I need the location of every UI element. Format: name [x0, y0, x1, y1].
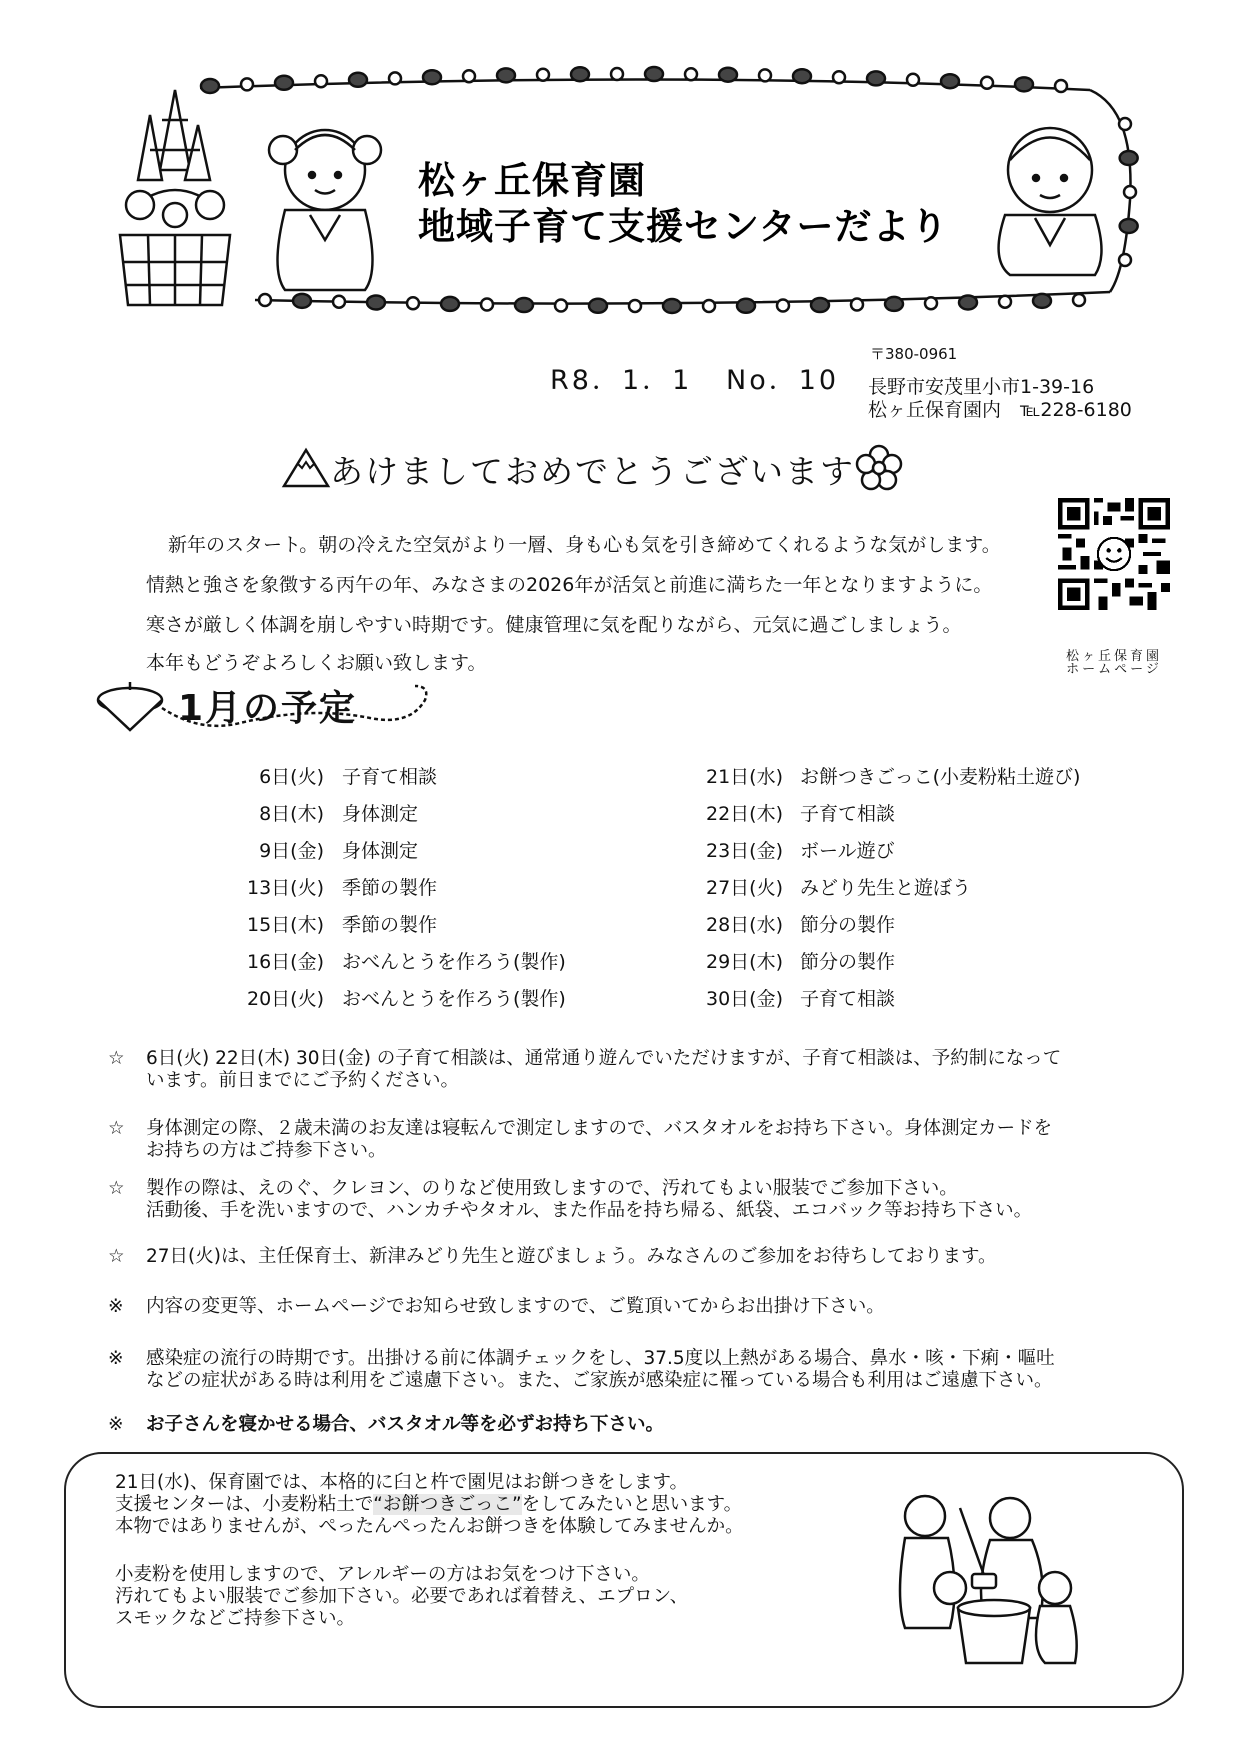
qr-caption — [1058, 650, 1170, 676]
schedule-date: 28日(水) — [705, 914, 783, 936]
schedule-title: 1月の予定 — [178, 688, 358, 729]
schedule-date: 13日(火) — [246, 877, 324, 899]
schedule-event: ボール遊び — [800, 840, 895, 862]
issue-date: R8．1．1 — [550, 365, 693, 396]
homepage-qr-code-icon[interactable] — [1058, 498, 1170, 610]
note-text — [146, 1118, 1156, 1162]
schedule-date: 8日(木) — [259, 803, 324, 825]
schedule-event: おべんとうを作ろう(製作) — [342, 951, 566, 973]
intro-paragraph-4: 本年もどうぞよろしくお願い致します。 — [146, 652, 487, 674]
schedule-event: 身体測定 — [342, 840, 419, 862]
postal-code: 〒380-0961 — [870, 345, 958, 363]
box-line3: 本物ではありませんが、ぺったんぺったんお餅つきを体験してみませんか。 — [115, 1516, 744, 1537]
schedule-date: 20日(火) — [246, 988, 324, 1010]
schedule-event: 子育て相談 — [342, 766, 438, 788]
note-item — [108, 1178, 1148, 1222]
reference-mark-icon: ※ — [108, 1296, 124, 1317]
note-line: お持ちの方はご持参下さい。 — [146, 1140, 387, 1161]
schedule-event: お餅つきごっこ(小麦粉粘土遊び) — [800, 766, 1081, 788]
schedule-date: 22日(木) — [705, 803, 783, 825]
schedule-date: 6日(火) — [259, 766, 324, 788]
girl-in-kimono-icon — [269, 130, 381, 290]
note-text — [146, 1048, 1156, 1092]
star-bullet-icon: ☆ — [108, 1178, 125, 1199]
note-text — [146, 1296, 1156, 1318]
schedule-date: 27日(火) — [705, 877, 783, 899]
schedule-event: 節分の製作 — [800, 951, 896, 973]
plum-blossom-icon — [855, 444, 903, 492]
schedule-event: 子育て相談 — [800, 803, 896, 825]
intro-paragraph-3: 寒さが厳しく体調を崩しやすい時期です。健康管理に気を配りながら、元気に過ごしましょう。 — [146, 614, 962, 636]
box-line6: スモックなどご持参下さい。 — [115, 1608, 355, 1629]
note-item — [108, 1348, 1148, 1392]
note-text — [146, 1178, 1156, 1222]
schedule-date: 29日(木) — [705, 951, 783, 973]
note-item — [108, 1414, 1148, 1436]
schedule-event: みどり先生と遊ぼう — [800, 877, 972, 899]
note-text — [146, 1348, 1156, 1392]
mochi-pounding-illustration-icon — [880, 1478, 1080, 1678]
schedule-date: 9日(金) — [259, 840, 324, 862]
newsletter-title-line1: 松ヶ丘保育園 — [418, 159, 646, 202]
schedule-event: おべんとうを作ろう(製作) — [342, 988, 566, 1010]
note-line: 製作の際は、えのぐ、クレヨン、のりなど使用致しますので、汚れてもよい服装でご参加下さい。 — [146, 1178, 958, 1199]
note-item — [108, 1118, 1148, 1162]
intro-paragraph-1: 新年のスタート。朝の冷えた空気がより一層、身も心も気を引き締めてくれるような気がします。 — [168, 534, 1001, 556]
note-item — [108, 1296, 1148, 1318]
reference-mark-icon: ※ — [108, 1414, 124, 1435]
note-line: 6日(火) 22日(木) 30日(金) の子育て相談は、通常通り遊んでいただけますが、子育て相談は、予約制になって — [146, 1048, 1062, 1069]
note-line: お子さんを寝かせる場合、バスタオル等を必ずお持ち下さい。 — [146, 1414, 665, 1435]
note-line: 内容の変更等、ホームページでお知らせ致しますので、ご覧頂いてからお出掛け下さい。 — [146, 1296, 885, 1317]
mount-fuji-icon — [280, 440, 332, 492]
star-bullet-icon: ☆ — [108, 1246, 125, 1267]
qr-caption-line2: ホームページ — [1066, 662, 1162, 677]
box-line2-c: をしてみたいと思います。 — [521, 1494, 743, 1515]
box-line2-highlight: “お餅つきごっこ” — [373, 1494, 522, 1515]
intro-paragraph-2: 情熱と強さを象徴する丙午の年、みなさまの2026年が活気と前進に満ちた一年となりますように。 — [146, 574, 993, 596]
address-line1: 長野市安茂里小市1-39-16 — [868, 376, 1095, 398]
schedule-date: 15日(木) — [246, 914, 324, 936]
note-text — [146, 1414, 1156, 1436]
schedule-event: 季節の製作 — [342, 877, 438, 899]
note-item — [108, 1048, 1148, 1092]
qr-caption-line1: 松ヶ丘保育園 — [1065, 649, 1162, 664]
box-line2-a: 支援センターは、小麦粉粘土で — [115, 1494, 374, 1515]
issue-number: No．10 — [726, 365, 840, 396]
note-line: 27日(火)は、主任保育士、新津みどり先生と遊びましょう。みなさんのご参加をお待ちしております。 — [146, 1246, 997, 1267]
schedule-event: 季節の製作 — [342, 914, 438, 936]
boy-in-kimono-icon — [999, 128, 1102, 275]
schedule-event: 節分の製作 — [800, 914, 896, 936]
note-line: います。前日までにご予約ください。 — [146, 1070, 460, 1091]
schedule-date: 30日(金) — [705, 988, 783, 1010]
note-text — [146, 1246, 1156, 1268]
box-line1: 21日(水)、保育園では、本格的に臼と杵で園児はお餅つきをします。 — [115, 1472, 688, 1493]
note-line: 活動後、手を洗いますので、ハンカチやタオル、また作品を持ち帰る、紙袋、エコバック等お持ち下さい。 — [146, 1200, 1033, 1221]
address-line2: 松ヶ丘保育園内 ℡228-6180 — [868, 399, 1132, 421]
schedule-date: 21日(水) — [705, 766, 783, 788]
new-year-greeting-heading: あけましておめでとうございます — [330, 452, 855, 491]
reference-mark-icon: ※ — [108, 1348, 124, 1369]
schedule-event: 子育て相談 — [800, 988, 896, 1010]
note-line: 身体測定の際、２歳未満のお友達は寝転んで測定しますので、バスタオルをお持ち下さい。身体測定カードを — [146, 1118, 1053, 1139]
box-line5: 汚れてもよい服装でご参加下さい。必要であれば着替え、エプロン、 — [115, 1586, 689, 1607]
star-bullet-icon: ☆ — [108, 1118, 125, 1139]
note-line: などの症状がある時は利用をご遠慮下さい。また、ご家族が感染症に罹っている場合も利用はご遠慮下さい。 — [146, 1370, 1053, 1391]
star-bullet-icon: ☆ — [108, 1048, 125, 1069]
kadomatsu-icon — [120, 90, 230, 305]
newsletter-title-line2: 地域子育て支援センターだより — [418, 205, 949, 248]
schedule-event: 身体測定 — [342, 803, 419, 825]
schedule-date: 23日(金) — [705, 840, 783, 862]
schedule-date: 16日(金) — [246, 951, 324, 973]
note-item — [108, 1246, 1148, 1268]
box-line4: 小麦粉を使用しますので、アレルギーの方はお気をつけ下さい。 — [115, 1564, 650, 1585]
note-line: 感染症の流行の時期です。出掛ける前に体調チェックをし、37.5度以上熱がある場合、鼻水・咳・下痢・嘔吐 — [146, 1348, 1055, 1369]
